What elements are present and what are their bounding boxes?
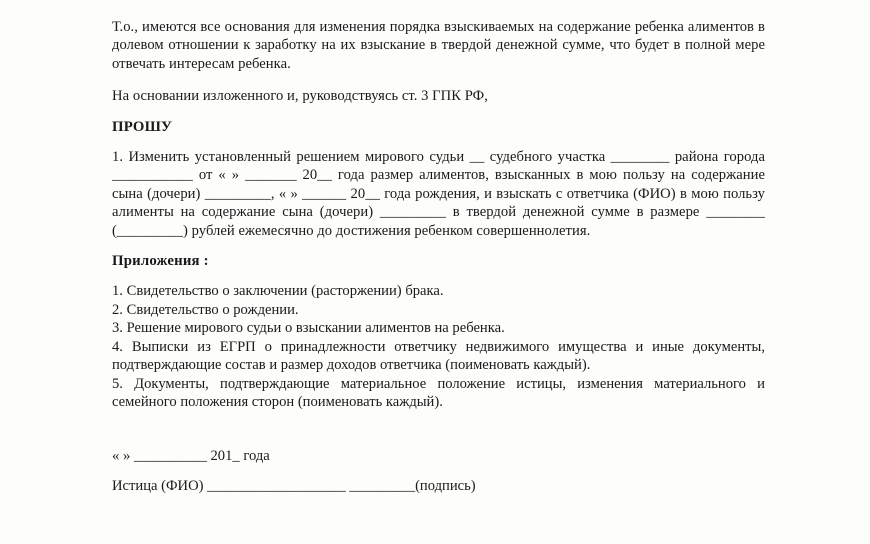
date-line: « » __________ 201_ года [112,448,270,465]
attachment-item: 5. Документы, подтверждающие материальное положение истицы, изменения материального и семейного положения сторон (поименовать каждый). [112,375,765,410]
spacer [112,411,765,447]
request-item-1: 1. Изменить установленный решением мирового судьи __ судебного участка ________ района города ___________ от « » _______ 20__ года размер алиментов, взысканных в мою пользу на содержание сына (дочери) _________, « » ______ 20__ года рождения, и взыскать с ответчика (ФИО) в мою пользу алименты на содержание сына (дочери) _________ в твердой денежной сумме в размере ________ (_________) рублей ежемесячно до достижения ребенком совершеннолетия. [112,149,765,239]
attachment-item: 3. Решение мирового судьи о взыскании алиментов на ребенка. [112,320,505,337]
paragraph-conclusion: Т.о., имеются все основания для изменения порядка взыскиваемых на содержание ребенка алиментов в долевом отношении к заработку на их взыскание в твердой денежной сумме, что будет в полной мере отвечать интересам ребенка. [112,19,765,72]
attachment-item: 1. Свидетельство о заключении (расторжении) брака. [112,283,444,300]
request-heading: ПРОШУ [112,118,173,135]
spacer [112,73,765,87]
signature-line: Истица (ФИО) ___________________ _________(подпись) [112,478,476,495]
attachment-item: 2. Свидетельство о рождении. [112,301,299,318]
spacer [112,270,765,282]
paragraph-legal-basis: На основании изложенного и, руководствуясь ст. 3 ГПК РФ, [112,88,488,105]
attachment-item: 4. Выписки из ЕГРП о принадлежности ответчику недвижимого имущества и иные документы, подтверждающие состав и размер доходов ответчика (поименовать каждый). [112,338,765,374]
spacer [112,136,765,148]
spacer [112,240,765,252]
attachments-heading: Приложения : [112,253,209,270]
spacer [112,466,765,477]
document-body [112,18,765,496]
spacer [112,106,765,118]
